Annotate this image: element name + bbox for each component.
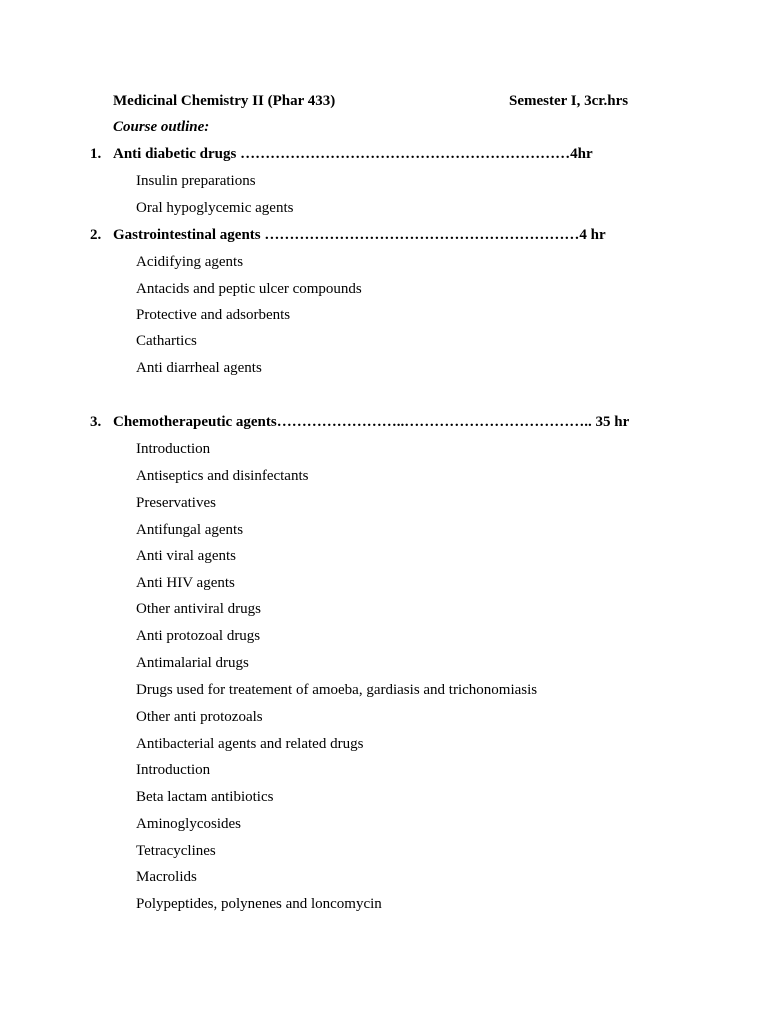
list-item: Aminoglycosides: [136, 816, 241, 832]
section-number: 2.: [90, 227, 102, 243]
list-item: Other antiviral drugs: [136, 601, 261, 617]
list-item: Antifungal agents: [136, 522, 244, 538]
list-item: Cathartics: [136, 333, 197, 349]
list-item: Protective and adsorbents: [136, 307, 291, 323]
list-item: Anti HIV agents: [136, 575, 235, 591]
list-item: Anti protozoal drugs: [136, 628, 261, 644]
list-item: Other anti protozoals: [136, 709, 263, 725]
list-item: Preservatives: [136, 495, 216, 511]
list-item: Antibacterial agents and related drugs: [136, 736, 364, 752]
list-item: Antacids and peptic ulcer compounds: [136, 281, 362, 297]
list-item: Insulin preparations: [136, 173, 256, 189]
list-item: Macrolids: [136, 869, 197, 885]
list-item: Acidifying agents: [136, 254, 244, 270]
section-number: 3.: [90, 414, 102, 430]
section-title: Gastrointestinal agents ………………………………………………………4 hr: [113, 227, 606, 243]
list-item: Anti viral agents: [136, 548, 236, 564]
list-item: Introduction: [136, 441, 211, 457]
course-outline-label: Course outline:: [113, 119, 210, 135]
list-item: Polypeptides, polynenes and loncomycin: [136, 896, 382, 912]
section-heading-gastrointestinal: [90, 227, 606, 244]
list-item: Introduction: [136, 762, 211, 778]
section-heading-anti-diabetic: [90, 146, 593, 163]
section-heading-chemotherapeutic: [90, 414, 629, 431]
course-header: [113, 93, 673, 113]
list-item: Tetracyclines: [136, 843, 216, 859]
semester-info: Semester I, 3cr.hrs: [509, 93, 629, 109]
list-item: Oral hypoglycemic agents: [136, 200, 294, 216]
list-item: Antimalarial drugs: [136, 655, 249, 671]
section-title: Chemotherapeutic agents……………………..……………………………….. 35 hr: [113, 414, 630, 430]
course-title: Medicinal Chemistry II (Phar 433): [113, 93, 336, 109]
section-number: 1.: [90, 146, 102, 162]
list-item: Antiseptics and disinfectants: [136, 468, 309, 484]
list-item: Drugs used for treatement of amoeba, gardiasis and trichonomiasis: [136, 682, 538, 698]
list-item: Anti diarrheal agents: [136, 360, 262, 376]
section-title: Anti diabetic drugs …………………………………………………………4hr: [113, 146, 593, 162]
list-item: Beta lactam antibiotics: [136, 789, 274, 805]
